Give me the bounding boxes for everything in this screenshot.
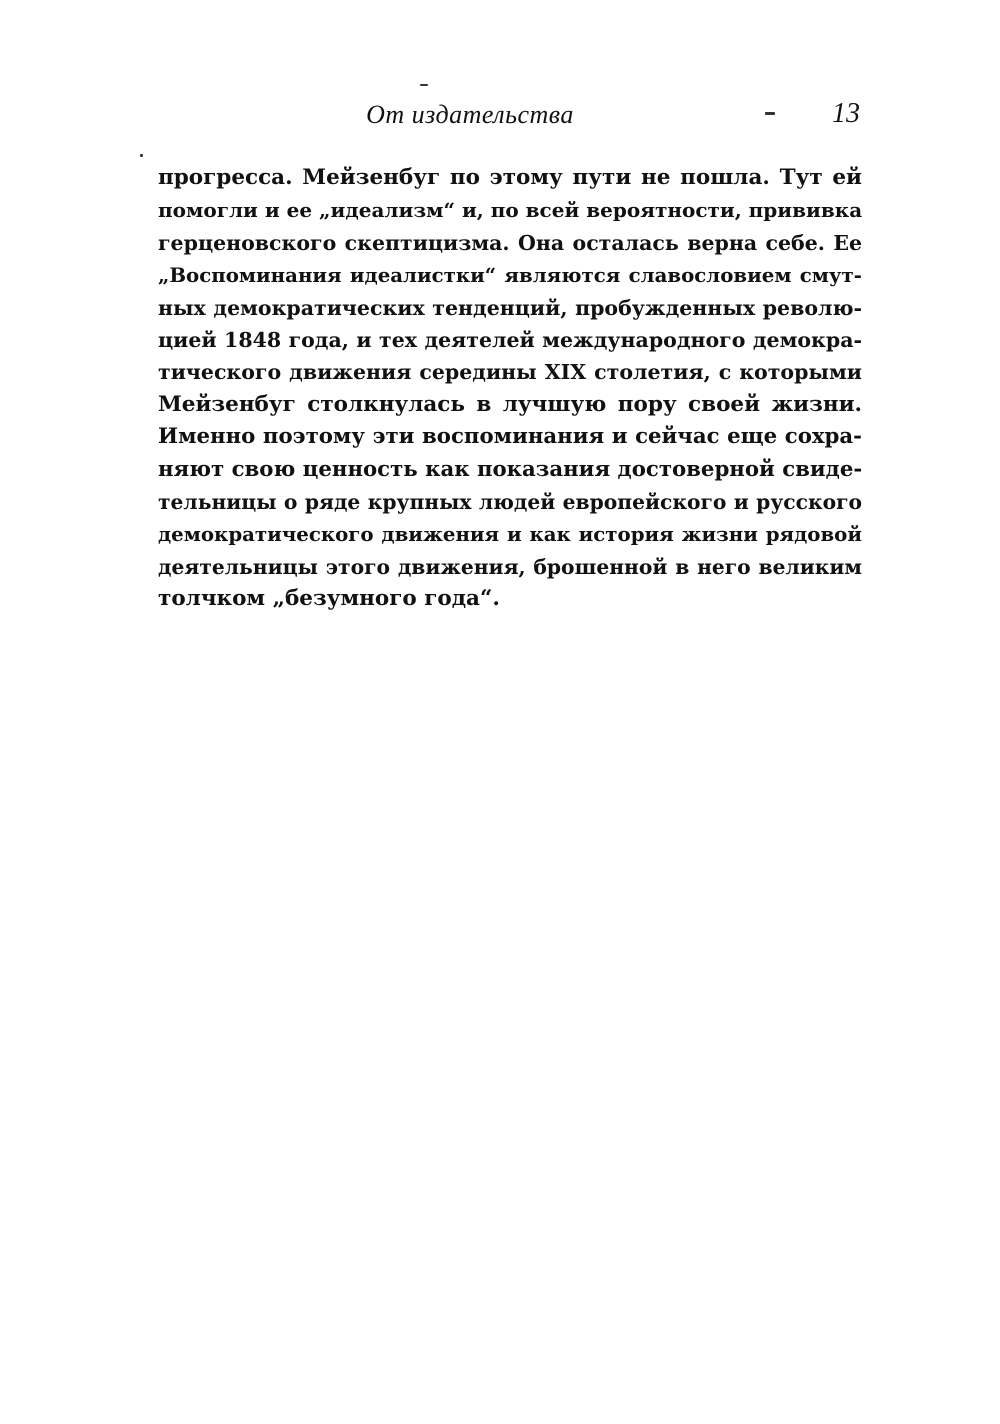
text-line: демократического движения и как история жизни рядовой	[158, 522, 862, 547]
body-paragraph	[158, 162, 862, 615]
text-line-last: толчком „безумного года“.	[158, 586, 500, 612]
text-line: „Воспоминания идеалистки“ являются славословием смут-	[158, 263, 862, 288]
text-line: тельницы о ряде крупных людей европейского и русского	[158, 489, 862, 514]
text-line: няют свою ценность как показания достоверной свиде-	[158, 456, 863, 482]
scan-speck	[140, 154, 143, 157]
text-line: деятельницы этого движения, брошенной в него великим	[158, 554, 862, 579]
text-line: тического движения середины XIX столетия, с которыми	[158, 360, 862, 385]
running-title: От издательства	[366, 100, 574, 129]
text-line: герценовского скептицизма. Она осталась верна себе. Ее	[158, 230, 862, 255]
text-line: цией 1848 года, и тех деятелей международного демокра-	[158, 327, 862, 352]
page-number: 13	[832, 98, 860, 129]
text-line: Именно поэтому эти воспоминания и сейчас еще сохра-	[158, 424, 862, 450]
running-header	[160, 98, 864, 138]
text-line: прогресса. Мейзенбуг по этому пути не пошла. Тут ей	[158, 165, 862, 190]
text-line: помогли и ее „идеализм“ и, по всей вероятности, прививка	[158, 198, 863, 223]
text-line: ных демократических тенденций, пробужденных револю-	[158, 295, 862, 320]
scan-speck	[765, 112, 775, 115]
text-line: Мейзенбуг столкнулась в лучшую пору своей жизни.	[158, 391, 862, 417]
scan-speck	[420, 84, 428, 86]
